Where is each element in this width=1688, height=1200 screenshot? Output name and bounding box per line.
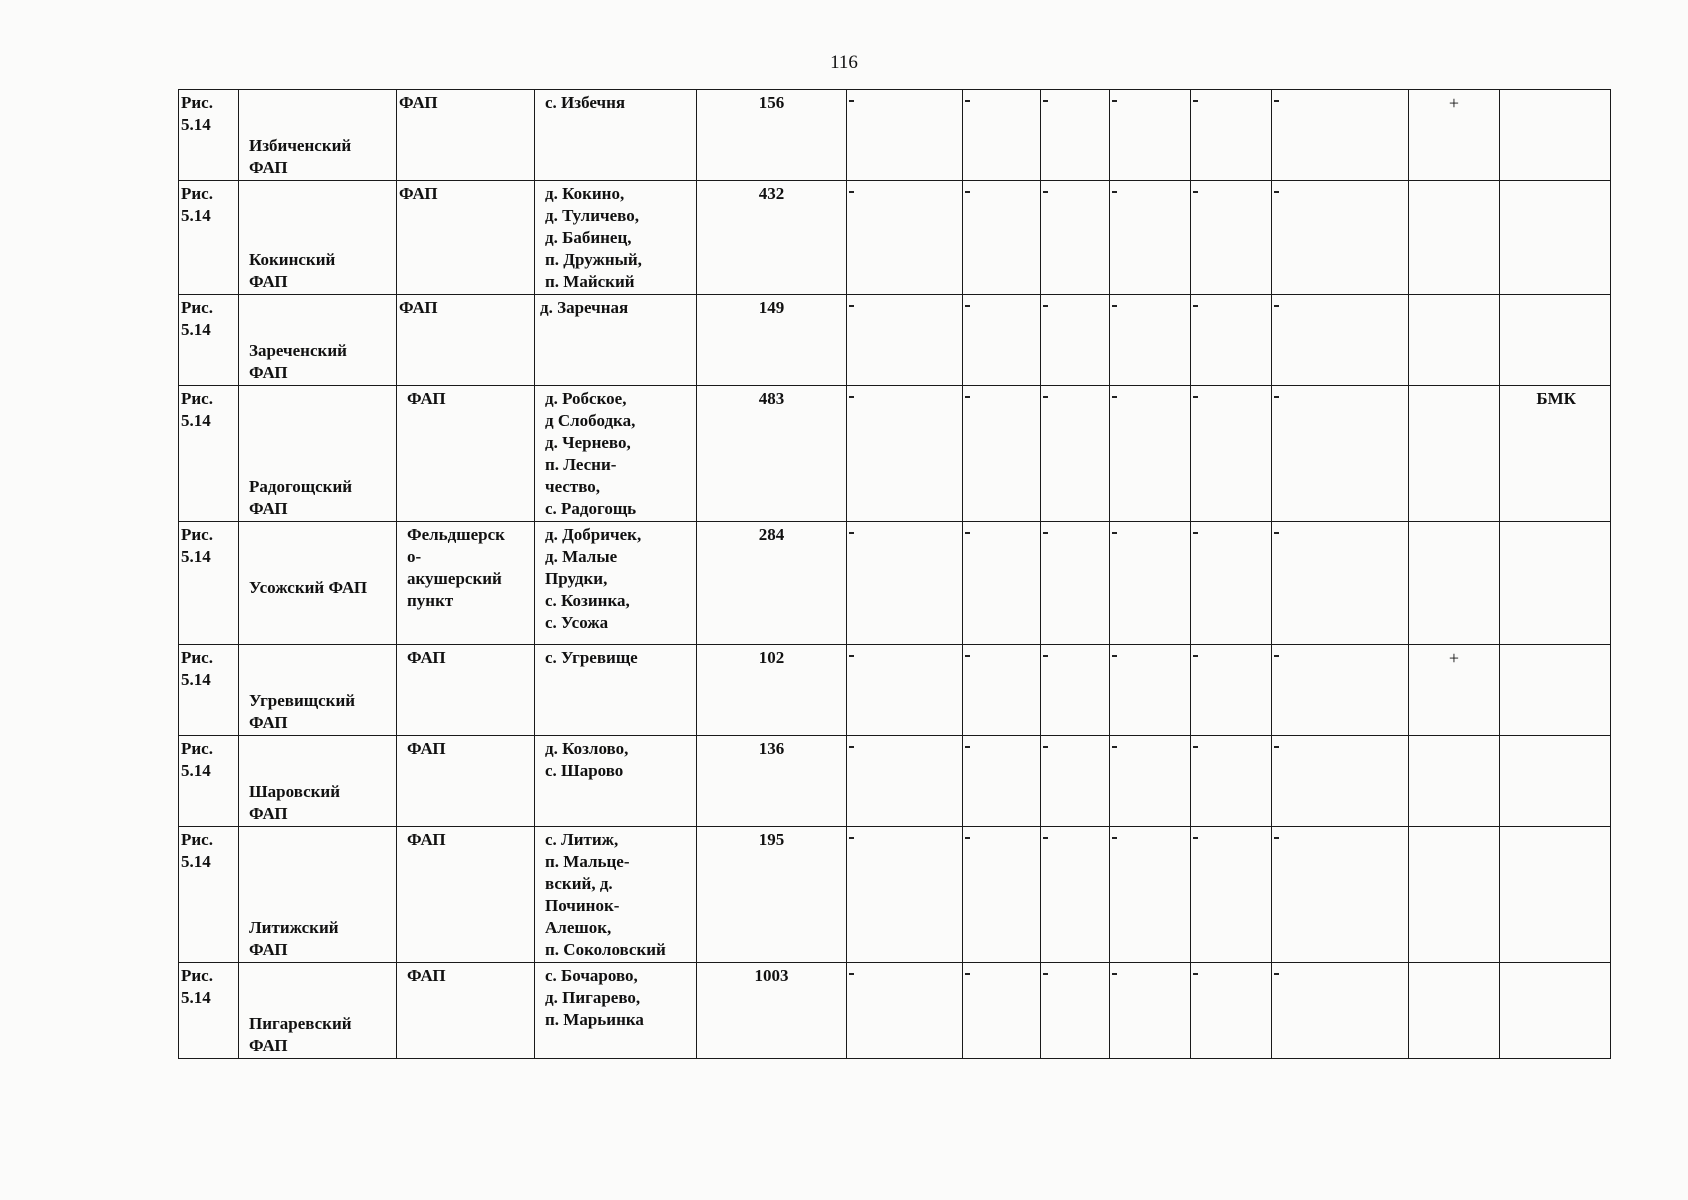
dash-cell — [1191, 181, 1272, 295]
text-line: Рис. — [181, 389, 213, 408]
text-line: 5.14 — [181, 547, 211, 566]
figure-ref-cell — [179, 645, 239, 736]
note-text — [1500, 736, 1610, 738]
table-body — [179, 90, 1611, 1059]
dash-mark — [1274, 973, 1279, 975]
dash-mark — [965, 305, 970, 307]
text-line: с. Угревище — [545, 648, 638, 667]
text-line: Пигаревский — [249, 1014, 352, 1033]
note-text — [1500, 963, 1610, 965]
text-line: Рис. — [181, 648, 213, 667]
dash-mark — [1274, 100, 1279, 102]
population-cell — [697, 386, 847, 522]
dash-mark — [965, 396, 970, 398]
dash-mark — [1193, 305, 1198, 307]
dash-cell — [963, 963, 1041, 1059]
page-number: 116 — [830, 52, 858, 73]
dash-mark — [1274, 532, 1279, 534]
dash-cell — [1191, 90, 1272, 181]
dash-cell — [847, 963, 963, 1059]
dash-cell — [1110, 90, 1191, 181]
text-line: 5.14 — [181, 761, 211, 780]
facility-name-cell — [239, 736, 397, 827]
dash-cell — [963, 736, 1041, 827]
text-line: с. Козинка, — [545, 591, 630, 610]
note-cell — [1500, 295, 1611, 386]
dash-mark — [965, 532, 970, 534]
figure-ref-cell — [179, 386, 239, 522]
text-line: 5.14 — [181, 670, 211, 689]
facility-name-cell — [239, 386, 397, 522]
dash-mark — [1193, 396, 1198, 398]
dash-mark — [965, 100, 970, 102]
dash-cell — [1191, 736, 1272, 827]
text-line: ФАП — [249, 499, 288, 518]
figure-ref-cell — [179, 90, 239, 181]
text-line: д. Пигарево, — [545, 988, 641, 1007]
note-text — [1500, 181, 1610, 183]
dash-cell — [1191, 645, 1272, 736]
facility-type-cell — [397, 522, 535, 645]
plus-cell — [1409, 386, 1500, 522]
text-line: Шаровский — [249, 782, 341, 801]
text-line: Рис. — [181, 184, 213, 203]
dash-mark — [1112, 655, 1117, 657]
dash-cell — [1041, 827, 1110, 963]
population-value: 195 — [758, 830, 785, 849]
dash-mark — [1112, 837, 1117, 839]
text-line: 5.14 — [181, 320, 211, 339]
text-line: Рис. — [181, 525, 213, 544]
text-line: Усожский ФАП — [249, 578, 368, 597]
text-line: п. Дружный, — [545, 250, 642, 269]
dash-cell — [847, 181, 963, 295]
dash-cell — [1110, 522, 1191, 645]
table-row — [179, 645, 1611, 736]
text-line: Радогощский — [249, 477, 353, 496]
text-line: Алешок, — [545, 918, 612, 937]
dash-mark — [1193, 655, 1198, 657]
dash-cell — [847, 386, 963, 522]
note-text: БМК — [1536, 389, 1576, 408]
population-cell — [697, 90, 847, 181]
note-text — [1500, 295, 1610, 297]
population-cell — [697, 295, 847, 386]
note-cell — [1500, 522, 1611, 645]
text-line: д. Заречная — [540, 298, 629, 317]
plus-mark — [1409, 827, 1499, 829]
text-line: Рис. — [181, 966, 213, 985]
population-value: 136 — [758, 739, 785, 758]
dash-cell — [1041, 181, 1110, 295]
text-line: ФАП — [249, 363, 288, 382]
population-cell — [697, 181, 847, 295]
text-line: с. Шарово — [545, 761, 624, 780]
text-line: ФАП — [399, 184, 438, 203]
table-row — [179, 90, 1611, 181]
dash-cell — [1191, 386, 1272, 522]
plus-cell — [1409, 736, 1500, 827]
facility-type-cell — [397, 827, 535, 963]
facility-name-cell — [239, 295, 397, 386]
population-cell — [697, 645, 847, 736]
dash-cell — [847, 736, 963, 827]
dash-cell — [1041, 386, 1110, 522]
dash-mark — [849, 655, 854, 657]
population-cell — [697, 522, 847, 645]
dash-cell — [1191, 522, 1272, 645]
figure-ref-cell — [179, 522, 239, 645]
text-line: ФАП — [249, 804, 288, 823]
text-line: ФАП — [407, 966, 446, 985]
dash-cell — [847, 827, 963, 963]
text-line: д. Бабинец, — [545, 228, 632, 247]
text-line: Рис. — [181, 93, 213, 112]
text-line: с. Избечня — [545, 93, 626, 112]
population-value: 149 — [758, 298, 785, 317]
dash-mark — [1112, 305, 1117, 307]
dash-cell — [1272, 90, 1409, 181]
population-cell — [697, 736, 847, 827]
text-line: ФАП — [407, 830, 446, 849]
facility-name-cell — [239, 645, 397, 736]
dash-mark — [1112, 100, 1117, 102]
text-line: ФАП — [399, 298, 438, 317]
note-cell — [1500, 827, 1611, 963]
dash-cell — [1041, 522, 1110, 645]
dash-cell — [1272, 386, 1409, 522]
text-line: д. Туличево, — [545, 206, 639, 225]
dash-mark — [1043, 973, 1048, 975]
text-line: 5.14 — [181, 411, 211, 430]
dash-mark — [1043, 396, 1048, 398]
plus-mark — [1409, 181, 1499, 183]
plus-mark — [1409, 386, 1499, 388]
dash-cell — [1272, 645, 1409, 736]
dash-cell — [963, 295, 1041, 386]
dash-cell — [1110, 386, 1191, 522]
dash-mark — [849, 532, 854, 534]
dash-cell — [1191, 963, 1272, 1059]
text-line: Починок- — [545, 896, 620, 915]
dash-mark — [849, 191, 854, 193]
text-line: 5.14 — [181, 852, 211, 871]
dash-mark — [1274, 305, 1279, 307]
text-line: д Слободка, — [545, 411, 636, 430]
dash-cell — [963, 645, 1041, 736]
facility-name-cell — [239, 181, 397, 295]
dash-mark — [1112, 191, 1117, 193]
dash-mark — [1193, 837, 1198, 839]
dash-cell — [1272, 522, 1409, 645]
settlements-cell — [535, 90, 697, 181]
text-line: д. Кокино, — [545, 184, 625, 203]
plus-cell — [1409, 645, 1500, 736]
facility-name-cell — [239, 522, 397, 645]
dash-cell — [1041, 645, 1110, 736]
dash-mark — [849, 973, 854, 975]
table-row — [179, 522, 1611, 645]
dash-mark — [965, 655, 970, 657]
dash-mark — [1193, 973, 1198, 975]
dash-cell — [1110, 963, 1191, 1059]
facility-type-cell — [397, 386, 535, 522]
dash-cell — [1272, 827, 1409, 963]
plus-cell — [1409, 522, 1500, 645]
text-line: п. Лесни- — [545, 455, 617, 474]
dash-mark — [1112, 396, 1117, 398]
plus-cell — [1409, 90, 1500, 181]
text-line: ФАП — [399, 93, 438, 112]
dash-mark — [1193, 532, 1198, 534]
text-line: Рис. — [181, 298, 213, 317]
text-line: Прудки, — [545, 569, 608, 588]
dash-cell — [963, 827, 1041, 963]
dash-mark — [1193, 746, 1198, 748]
note-cell — [1500, 90, 1611, 181]
table-row — [179, 963, 1611, 1059]
figure-ref-cell — [179, 295, 239, 386]
note-cell — [1500, 645, 1611, 736]
text-line: п. Соколовский — [545, 940, 666, 959]
dash-mark — [965, 837, 970, 839]
population-cell — [697, 827, 847, 963]
dash-cell — [847, 90, 963, 181]
text-line: чество, — [545, 477, 601, 496]
dash-mark — [849, 305, 854, 307]
dash-mark — [1274, 191, 1279, 193]
dash-mark — [1043, 305, 1048, 307]
text-line: Угревищский — [249, 691, 356, 710]
facility-type-cell — [397, 181, 535, 295]
text-line: Избиченский — [249, 136, 352, 155]
plus-mark — [1409, 295, 1499, 297]
note-text — [1500, 522, 1610, 524]
facility-type-cell — [397, 295, 535, 386]
text-line: д. Малые — [545, 547, 618, 566]
plus-mark: + — [1448, 93, 1460, 113]
settlements-cell — [535, 645, 697, 736]
note-cell — [1500, 181, 1611, 295]
facility-type-cell — [397, 645, 535, 736]
text-line: ФАП — [407, 389, 446, 408]
settlements-cell — [535, 386, 697, 522]
facility-type-cell — [397, 963, 535, 1059]
note-cell — [1500, 963, 1611, 1059]
dash-mark — [1274, 655, 1279, 657]
facility-name-cell — [239, 90, 397, 181]
settlements-cell — [535, 736, 697, 827]
text-line: Зареченский — [249, 341, 347, 360]
dash-mark — [1043, 746, 1048, 748]
text-line: с. Радогощь — [545, 499, 637, 518]
dash-mark — [1043, 100, 1048, 102]
dash-cell — [1110, 736, 1191, 827]
plus-mark — [1409, 736, 1499, 738]
text-line: с. Бочарово, — [545, 966, 638, 985]
dash-cell — [1272, 181, 1409, 295]
text-line: п. Майский — [545, 272, 635, 291]
text-line: ФАП — [249, 940, 288, 959]
figure-ref-cell — [179, 827, 239, 963]
facility-type-cell — [397, 90, 535, 181]
text-line: с. Усожа — [545, 613, 609, 632]
population-value: 1003 — [754, 966, 789, 985]
dash-cell — [963, 90, 1041, 181]
dash-mark — [1043, 532, 1048, 534]
text-line: п. Мальце- — [545, 852, 630, 871]
dash-mark — [1193, 100, 1198, 102]
dash-cell — [1041, 90, 1110, 181]
settlements-cell — [535, 181, 697, 295]
text-line: д. Козлово, — [545, 739, 629, 758]
figure-ref-cell — [179, 736, 239, 827]
dash-cell — [1110, 645, 1191, 736]
dash-cell — [1041, 736, 1110, 827]
note-cell — [1500, 736, 1611, 827]
table-row — [179, 295, 1611, 386]
dash-mark — [1193, 191, 1198, 193]
dash-cell — [1110, 181, 1191, 295]
population-value: 284 — [758, 525, 785, 544]
text-line: ФАП — [249, 158, 288, 177]
facility-type-cell — [397, 736, 535, 827]
table-row — [179, 827, 1611, 963]
settlements-cell — [535, 522, 697, 645]
dash-mark — [1112, 746, 1117, 748]
table-row — [179, 736, 1611, 827]
text-line: ФАП — [249, 713, 288, 732]
text-line: Кокинский — [249, 250, 336, 269]
text-line: д. Робское, — [545, 389, 627, 408]
settlements-cell — [535, 827, 697, 963]
plus-mark — [1409, 963, 1499, 965]
text-line: ФАП — [407, 648, 446, 667]
dash-cell — [1041, 295, 1110, 386]
plus-cell — [1409, 827, 1500, 963]
text-line: д. Добричек, — [545, 525, 642, 544]
facility-name-cell — [239, 827, 397, 963]
text-line: 5.14 — [181, 206, 211, 225]
dash-mark — [1274, 746, 1279, 748]
settlements-cell — [535, 295, 697, 386]
text-line: вский, д. — [545, 874, 613, 893]
population-value: 102 — [758, 648, 785, 667]
text-line: акушерский — [407, 569, 502, 588]
dash-mark — [1043, 655, 1048, 657]
dash-mark — [965, 746, 970, 748]
dash-cell — [963, 522, 1041, 645]
dash-cell — [1191, 827, 1272, 963]
population-cell — [697, 963, 847, 1059]
text-line: 5.14 — [181, 115, 211, 134]
dash-mark — [849, 837, 854, 839]
dash-mark — [965, 191, 970, 193]
table-row — [179, 386, 1611, 522]
note-cell — [1500, 386, 1611, 522]
dash-cell — [1191, 295, 1272, 386]
text-line: Рис. — [181, 739, 213, 758]
facilities-table — [178, 89, 1611, 1059]
text-line: Литижский — [249, 918, 339, 937]
dash-cell — [1272, 736, 1409, 827]
text-line: 5.14 — [181, 988, 211, 1007]
dash-mark — [849, 100, 854, 102]
population-value: 156 — [758, 93, 785, 112]
text-line: Фельдшерск — [407, 525, 505, 544]
text-line: ФАП — [249, 1036, 288, 1055]
plus-mark — [1409, 522, 1499, 524]
dash-cell — [1272, 963, 1409, 1059]
plus-cell — [1409, 181, 1500, 295]
text-line: ФАП — [249, 272, 288, 291]
population-value: 483 — [758, 389, 785, 408]
note-text — [1500, 90, 1610, 92]
note-text — [1500, 645, 1610, 647]
dash-mark — [849, 746, 854, 748]
dash-mark — [1274, 837, 1279, 839]
dash-mark — [1112, 532, 1117, 534]
dash-cell — [963, 386, 1041, 522]
facility-name-cell — [239, 963, 397, 1059]
text-line: пункт — [407, 591, 454, 610]
dash-mark — [1274, 396, 1279, 398]
dash-cell — [1272, 295, 1409, 386]
text-line: о- — [407, 547, 422, 566]
dash-mark — [1112, 973, 1117, 975]
dash-mark — [965, 973, 970, 975]
plus-cell — [1409, 963, 1500, 1059]
dash-cell — [1110, 827, 1191, 963]
figure-ref-cell — [179, 181, 239, 295]
dash-mark — [1043, 191, 1048, 193]
dash-cell — [1041, 963, 1110, 1059]
text-line: ФАП — [407, 739, 446, 758]
text-line: с. Литиж, — [545, 830, 619, 849]
figure-ref-cell — [179, 963, 239, 1059]
dash-cell — [963, 181, 1041, 295]
table-row — [179, 181, 1611, 295]
dash-mark — [849, 396, 854, 398]
dash-cell — [1110, 295, 1191, 386]
note-text — [1500, 827, 1610, 829]
text-line: Рис. — [181, 830, 213, 849]
dash-cell — [847, 645, 963, 736]
text-line: д. Чернево, — [545, 433, 631, 452]
dash-mark — [1043, 837, 1048, 839]
settlements-cell — [535, 963, 697, 1059]
dash-cell — [847, 295, 963, 386]
plus-mark: + — [1448, 648, 1460, 668]
text-line: п. Марьинка — [545, 1010, 644, 1029]
dash-cell — [847, 522, 963, 645]
population-value: 432 — [758, 184, 785, 203]
plus-cell — [1409, 295, 1500, 386]
